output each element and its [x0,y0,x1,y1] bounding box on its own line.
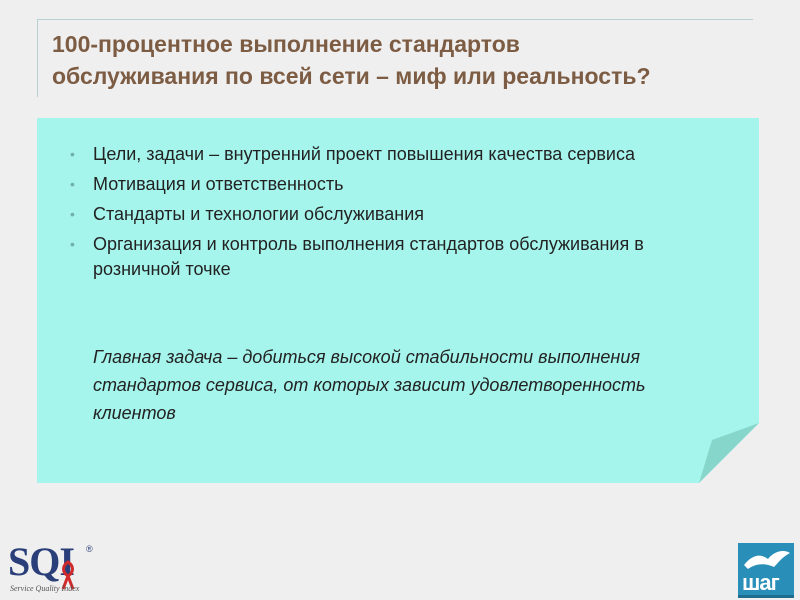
shag-logo [738,543,794,598]
slide-title [52,28,762,92]
title-frame-left-rule [37,19,38,97]
sqi-logo-subtitle: Service Quality Index [10,584,80,593]
bullet-list [37,142,717,287]
sqi-logo [4,540,96,596]
bullet-dot-icon: • [70,236,75,252]
shag-logo-text: шаг [742,570,779,595]
bullet-item [37,172,717,197]
bullet-dot-icon: • [70,206,75,222]
bullet-item [37,142,717,167]
bullet-item [37,232,717,282]
sqi-registered-mark: ® [86,544,93,554]
slide-title-line: обслуживания по всей сети – миф или реальность? [52,63,651,89]
bullet-item [37,202,717,227]
bullet-text: Мотивация и ответственность [93,174,344,194]
bullet-dot-icon: • [70,146,75,162]
bullet-text: Цели, задачи – внутренний проект повышения качества сервиса [93,144,635,164]
title-frame-top-rule [38,19,753,20]
bullet-text: Стандарты и технологии обслуживания [93,204,424,224]
summary-text: Главная задача – добиться высокой стабильности выполнения стандартов сервиса, от которых зависит удовлетворенность клиентов [93,347,646,423]
sqi-logo-text: SQI [8,539,74,584]
content-note [37,118,759,483]
bullet-text: Организация и контроль выполнения стандартов обслуживания в розничной точке [93,234,644,279]
bullet-dot-icon: • [70,176,75,192]
slide-title-line: 100-процентное выполнение стандартов [52,31,520,57]
